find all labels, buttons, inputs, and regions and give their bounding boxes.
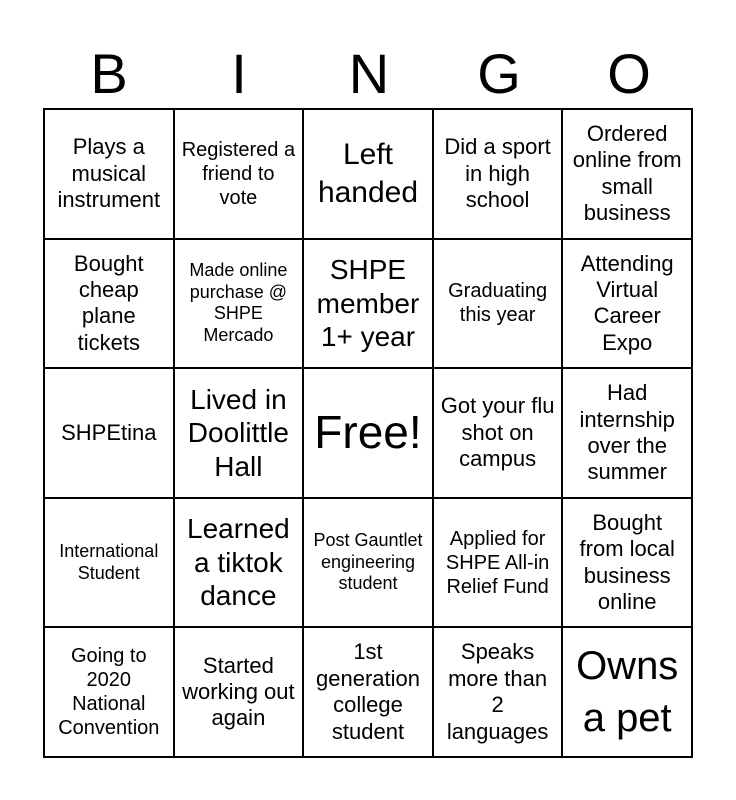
bingo-cell[interactable]: Left handed (303, 109, 433, 239)
bingo-cell[interactable]: Applied for SHPE All-in Relief Fund (433, 498, 563, 628)
bingo-cell[interactable]: Attending Virtual Career Expo (562, 239, 692, 369)
bingo-cell[interactable]: SHPE member 1+ year (303, 239, 433, 369)
bingo-cell[interactable]: Graduating this year (433, 239, 563, 369)
bingo-cell[interactable]: International Student (44, 498, 174, 628)
bingo-board (43, 108, 693, 758)
bingo-header (44, 40, 694, 108)
bingo-cell[interactable]: Plays a musical instrument (44, 109, 174, 239)
bingo-cell[interactable]: Got your flu shot on campus (433, 368, 563, 498)
bingo-cell[interactable]: Post Gauntlet engineering student (303, 498, 433, 628)
bingo-cell[interactable]: Made online purchase @ SHPE Mercado (174, 239, 304, 369)
bingo-cell[interactable]: Had internship over the summer (562, 368, 692, 498)
header-letter-b: B (90, 42, 128, 105)
bingo-cell[interactable]: Ordered online from small business (562, 109, 692, 239)
bingo-cell[interactable]: Bought from local business online (562, 498, 692, 628)
header-letter-g: G (477, 42, 521, 105)
bingo-cell[interactable]: Speaks more than 2 languages (433, 627, 563, 757)
bingo-cell[interactable]: Lived in Doolittle Hall (174, 368, 304, 498)
bingo-cell[interactable]: Registered a friend to vote (174, 109, 304, 239)
bingo-cell[interactable]: Going to 2020 National Convention (44, 627, 174, 757)
bingo-cell[interactable]: Did a sport in high school (433, 109, 563, 239)
header-letter-i: I (231, 42, 247, 105)
bingo-cell[interactable]: Started working out again (174, 627, 304, 757)
free-space[interactable]: Free! (303, 368, 433, 498)
bingo-cell[interactable]: 1st generation college student (303, 627, 433, 757)
header-letter-o: O (607, 42, 651, 105)
bingo-cell[interactable]: Learned a tiktok dance (174, 498, 304, 628)
bingo-cell[interactable]: SHPEtina (44, 368, 174, 498)
bingo-cell[interactable]: Bought cheap plane tickets (44, 239, 174, 369)
header-letter-n: N (348, 42, 390, 105)
bingo-cell[interactable]: Owns a pet (562, 627, 692, 757)
